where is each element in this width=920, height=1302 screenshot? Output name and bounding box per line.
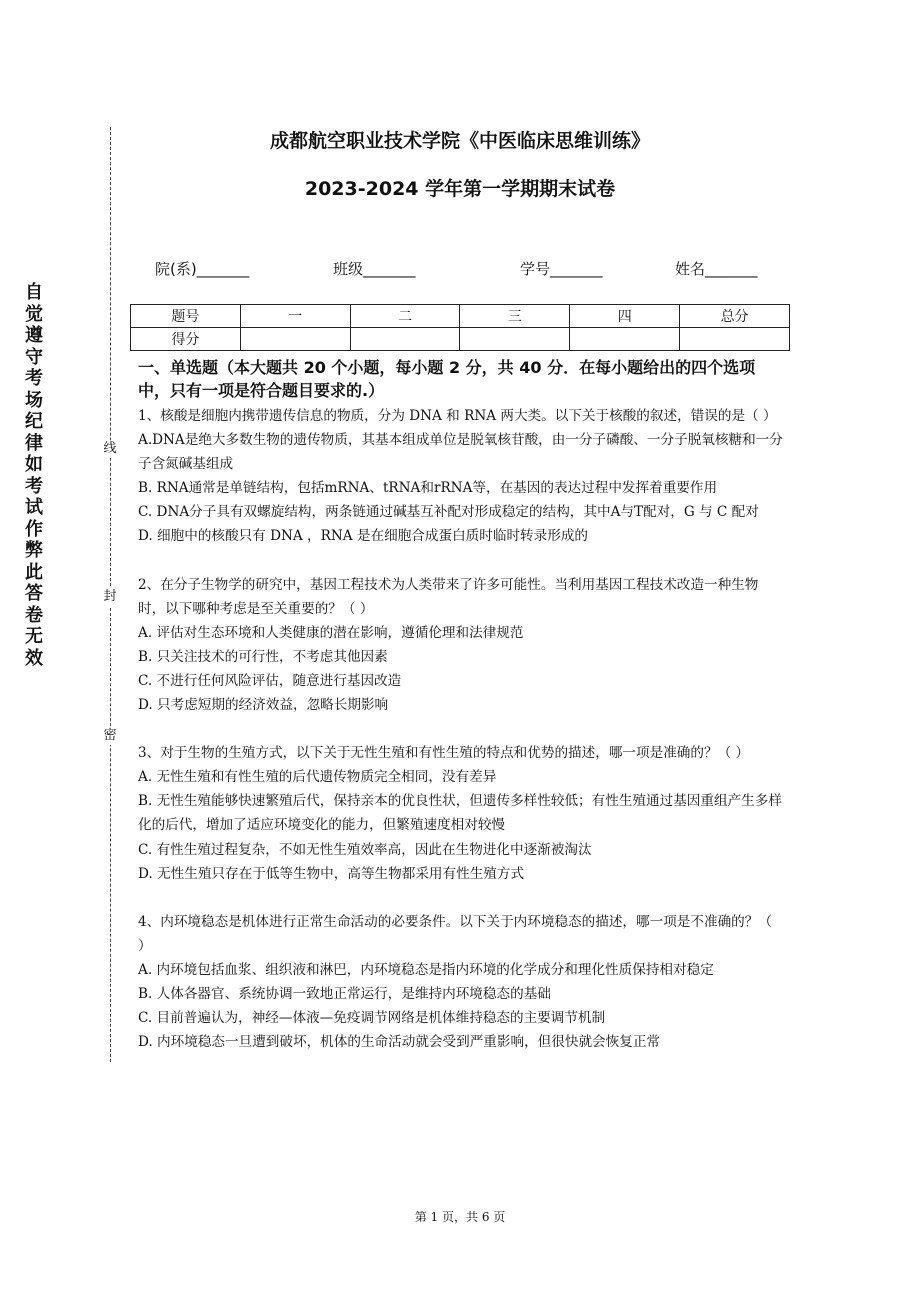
question-2: [138, 573, 783, 718]
option-d: D. 细胞中的核酸只有 DNA ，RNA 是在细胞合成蛋白质时临时转录形成的: [138, 528, 589, 545]
question-4: [138, 910, 783, 1055]
option-b: B. 只关注技术的可行性，不考虑其他因素: [138, 648, 388, 665]
score-blank-cell: [460, 328, 570, 351]
score-table-header-row: [131, 305, 790, 328]
option-c: C. DNA分子具有双螺旋结构，两条链通过碱基互补配对形成稳定的结构，其中A与T配对，G 与 C 配对: [138, 504, 759, 521]
option-d: D. 只考虑短期的经济效益，忽略长期影响: [138, 697, 389, 714]
exam-subtitle: 2023-2024 学年第一学期期末试卷: [304, 178, 616, 200]
question-stem: 3、对于生物的生殖方式，以下关于无性生殖和有性生殖的特点和优势的描述，哪一项是准确的？（ ）: [138, 745, 750, 762]
binding-mark-secret: 密: [101, 727, 119, 745]
page-number: 第 1 页，共 6 页: [414, 1210, 506, 1224]
question-stem: 1、核酸是细胞内携带遗传信息的物质，分为 DNA 和 RNA 两大类。以下关于核酸的叙述，错误的是（ ）: [138, 408, 777, 424]
question-1: [138, 404, 783, 549]
question-stem: 2、在分子生物学的研究中，基因工程技术为人类带来了许多可能性。当利用基因工程技术改造一种生物时，以下哪种考虑是至关重要的？（ ）: [138, 576, 759, 617]
score-table: [130, 304, 790, 351]
score-blank-cell: [350, 328, 460, 351]
option-a: A. 评估对生态环境和人类健康的潜在影响，遵循伦理和法律规范: [138, 624, 524, 641]
option-d: D. 无性生殖只存在于低等生物中，高等生物都采用有性生殖方式: [138, 865, 525, 882]
option-c: C. 不进行任何风险评估，随意进行基因改造: [138, 672, 402, 689]
option-a: A. 无性生殖和有性生殖的后代遗传物质完全相同，没有差异: [138, 769, 497, 786]
option-c: C. 有性生殖过程复杂，不如无性生殖效率高，因此在生物进化中逐渐被淘汰: [138, 841, 592, 858]
class-field: 班级_______: [333, 260, 416, 278]
exam-content: [138, 356, 783, 1078]
department-field: 院(系)_______: [155, 260, 250, 278]
score-blank-cell: [570, 328, 680, 351]
option-b: B. RNA通常是单链结构，包括mRNA、tRNA和rRNA等，在基因的表达过程中发挥着重要作用: [138, 480, 718, 497]
score-header-cell: 二: [350, 305, 460, 328]
score-header-cell: 四: [570, 305, 680, 328]
binding-mark-seal: 封: [101, 588, 119, 606]
score-header-cell: 总分: [680, 305, 790, 328]
score-table-score-row: [131, 328, 790, 351]
score-header-cell: 三: [460, 305, 570, 328]
option-b: B. 人体各器官、系统协调一致地正常运行，是维持内环境稳态的基础: [138, 985, 551, 1002]
score-blank-cell: [240, 328, 350, 351]
option-c: C. 目前普遍认为，神经—体液—免疫调节网络是机体维持稳态的主要调节机制: [138, 1010, 606, 1027]
student-id-field: 学号_______: [520, 260, 603, 278]
option-a: A.DNA是绝大多数生物的遗传物质，其基本组成单位是脱氧核苷酸，由一分子磷酸、一分子脱氧核糖和一分子含氮碱基组成: [138, 432, 783, 473]
option-d: D. 内环境稳态一旦遭到破坏，机体的生命活动就会受到严重影响，但很快就会恢复正常: [138, 1034, 661, 1051]
section-heading: 一、单选题（本大题共 20 个小题，每小题 2 分，共 40 分．在每小题给出的四个选项中，只有一项是符合题目要求的.）: [138, 358, 756, 400]
name-field: 姓名_______: [675, 260, 758, 278]
binding-mark-line: 线: [101, 440, 119, 458]
question-stem: 4、内环境稳态是机体进行正常生命活动的必要条件。以下关于内环境稳态的描述，哪一项是不准确的？（ ）: [138, 913, 772, 954]
exam-title: 成都航空职业技术学院《中医临床思维训练》: [269, 130, 650, 152]
exam-discipline-notice: 自觉遵守考场纪律如考试作弊此答卷无效: [25, 282, 43, 669]
question-3: [138, 741, 783, 886]
score-header-cell: 一: [240, 305, 350, 328]
option-b: B. 无性生殖能够快速繁殖后代，保持亲本的优良性状，但遗传多样性较低；有性生殖通过基因重组产生多样化的后代，增加了适应环境变化的能力，但繁殖速度相对较慢: [138, 793, 782, 834]
score-header-cell: 题号: [131, 305, 241, 328]
option-a: A. 内环境包括血浆、组织液和淋巴，内环境稳态是指内环境的化学成分和理化性质保持相对稳定: [138, 961, 714, 978]
score-row-label: 得分: [131, 328, 241, 351]
score-blank-cell: [680, 328, 790, 351]
